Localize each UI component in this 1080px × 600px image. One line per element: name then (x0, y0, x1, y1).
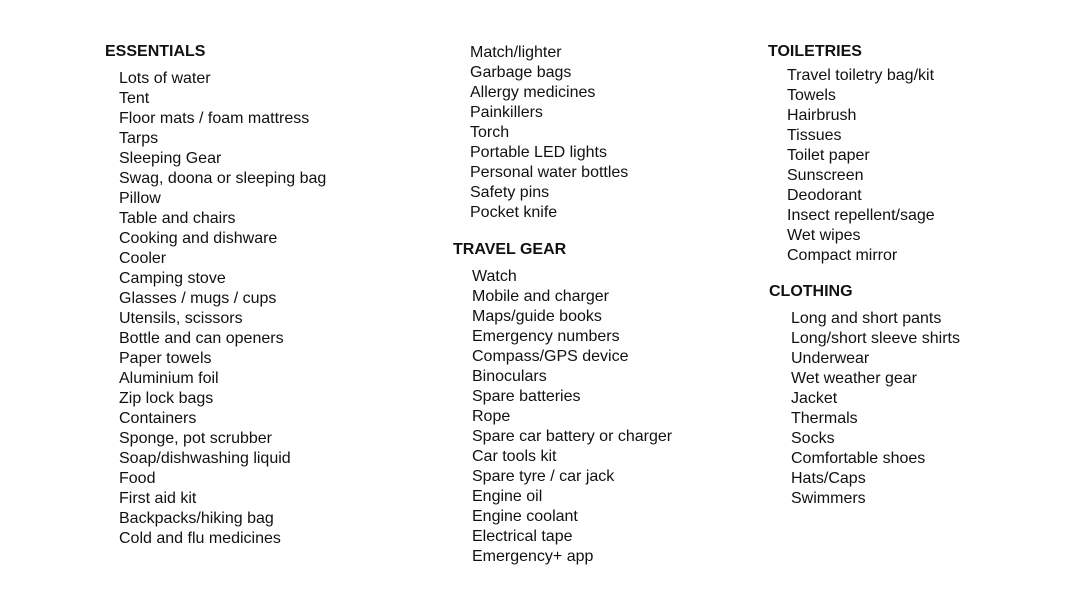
travel-gear-item: Engine coolant (472, 508, 578, 525)
toiletries-heading: TOILETRIES (768, 43, 862, 60)
essentials-item: Camping stove (119, 270, 226, 287)
travel-gear-item: Electrical tape (472, 528, 573, 545)
travel-gear-item: Spare batteries (472, 388, 581, 405)
clothing-item: Long and short pants (791, 310, 942, 327)
essentials-item: Food (119, 470, 156, 487)
essentials-continued-item: Personal water bottles (470, 164, 629, 181)
toiletries-item: Toilet paper (787, 147, 870, 164)
essentials-continued-item: Safety pins (470, 184, 550, 201)
clothing-heading: CLOTHING (769, 283, 853, 300)
essentials-item: Bottle and can openers (119, 330, 284, 347)
essentials-continued-item: Painkillers (470, 104, 543, 121)
essentials-continued-item: Pocket knife (470, 204, 558, 221)
essentials-item: Swag, doona or sleeping bag (119, 170, 327, 187)
travel-gear-item: Engine oil (472, 488, 543, 505)
travel-gear-item: Spare tyre / car jack (472, 468, 615, 485)
clothing-list (791, 309, 960, 509)
travel-gear-item: Compass/GPS device (472, 348, 629, 365)
travel-gear-item: Emergency+ app (472, 548, 594, 565)
essentials-item: Sponge, pot scrubber (119, 430, 272, 447)
travel-gear-item: Car tools kit (472, 448, 557, 465)
travel-gear-item: Watch (472, 268, 517, 285)
toiletries-item: Tissues (787, 127, 842, 144)
essentials-item: Aluminium foil (119, 370, 219, 387)
clothing-item: Comfortable shoes (791, 450, 926, 467)
essentials-item: Pillow (119, 190, 161, 207)
clothing-item: Swimmers (791, 490, 866, 507)
essentials-continued-item: Allergy medicines (470, 84, 596, 101)
essentials-item: Utensils, scissors (119, 310, 243, 327)
essentials-item: Soap/dishwashing liquid (119, 450, 291, 467)
toiletries-item: Wet wipes (787, 227, 861, 244)
toiletries-item: Towels (787, 87, 836, 104)
toiletries-item: Compact mirror (787, 247, 898, 264)
travel-gear-item: Emergency numbers (472, 328, 620, 345)
essentials-heading: ESSENTIALS (105, 43, 206, 60)
travel-gear-item: Rope (472, 408, 511, 425)
toiletries-item: Insect repellent/sage (787, 207, 935, 224)
clothing-item: Long/short sleeve shirts (791, 330, 960, 347)
essentials-item: Zip lock bags (119, 390, 214, 407)
essentials-item: Cooking and dishware (119, 230, 278, 247)
essentials-item: Backpacks/hiking bag (119, 510, 274, 527)
essentials-item: Floor mats / foam mattress (119, 110, 310, 127)
clothing-item: Socks (791, 430, 835, 447)
essentials-item: Table and chairs (119, 210, 236, 227)
essentials-item: First aid kit (119, 490, 197, 507)
essentials-continued-item: Garbage bags (470, 64, 572, 81)
essentials-continued-item: Match/lighter (470, 44, 562, 61)
travel-gear-item: Mobile and charger (472, 288, 609, 305)
clothing-item: Thermals (791, 410, 858, 427)
essentials-continued-item: Portable LED lights (470, 144, 607, 161)
essentials-item: Containers (119, 410, 197, 427)
clothing-item: Jacket (791, 390, 838, 407)
essentials-continued-item: Torch (470, 124, 510, 141)
clothing-item: Underwear (791, 350, 870, 367)
travel-gear-item: Spare car battery or charger (472, 428, 673, 445)
essentials-item: Tarps (119, 130, 159, 147)
essentials-item: Cooler (119, 250, 167, 267)
essentials-continued-list (470, 43, 628, 223)
toiletries-list (787, 66, 935, 266)
essentials-item: Tent (119, 90, 150, 107)
essentials-item: Lots of water (119, 70, 211, 87)
toiletries-item: Deodorant (787, 187, 862, 204)
travel-gear-item: Maps/guide books (472, 308, 602, 325)
essentials-item: Cold and flu medicines (119, 530, 281, 547)
essentials-item: Paper towels (119, 350, 212, 367)
travel-gear-heading: TRAVEL GEAR (453, 241, 567, 258)
clothing-item: Wet weather gear (791, 370, 917, 387)
travel-gear-item: Binoculars (472, 368, 547, 385)
toiletries-item: Sunscreen (787, 167, 864, 184)
travel-gear-list (472, 267, 672, 567)
toiletries-item: Travel toiletry bag/kit (787, 67, 935, 84)
clothing-item: Hats/Caps (791, 470, 866, 487)
toiletries-item: Hairbrush (787, 107, 857, 124)
essentials-list (119, 69, 326, 549)
essentials-item: Glasses / mugs / cups (119, 290, 277, 307)
essentials-item: Sleeping Gear (119, 150, 222, 167)
